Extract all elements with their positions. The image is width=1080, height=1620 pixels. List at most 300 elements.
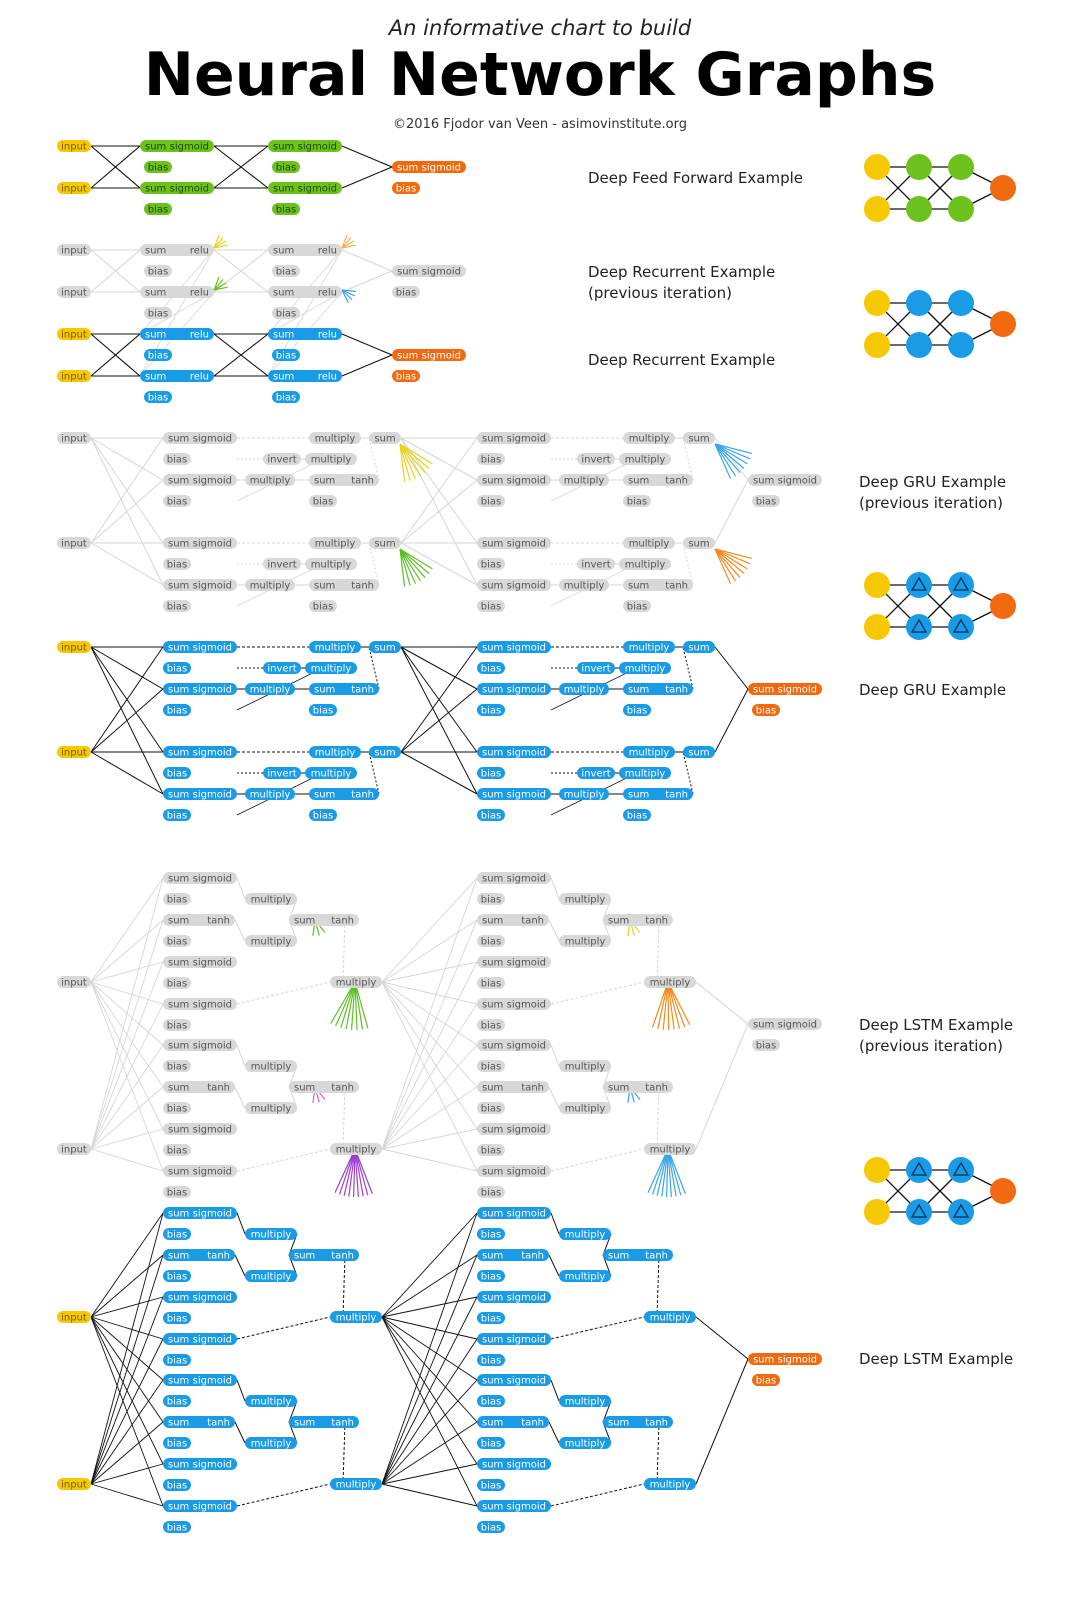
node-label: tanh [331, 915, 354, 927]
connection-line [382, 982, 477, 1129]
connection-line [237, 1045, 245, 1066]
connection-line [235, 1255, 245, 1276]
node-label: bias [166, 1438, 188, 1450]
node-label: bias [480, 1480, 502, 1492]
sum-tanh-node [623, 474, 693, 487]
node-label: sigmoid [506, 684, 546, 696]
node-label: sigmoid [777, 1354, 817, 1366]
node-label: multiply [249, 789, 291, 801]
node-label: sum [628, 475, 650, 487]
node-label: sum [482, 1166, 504, 1178]
node-label: sum [482, 1292, 504, 1304]
input-node [57, 140, 91, 153]
fan-line [652, 1149, 668, 1194]
node-label: sum [608, 1082, 630, 1094]
node-label: sum [145, 287, 167, 299]
sum-node [369, 432, 401, 445]
connection-line [382, 982, 477, 1171]
sum-sigmoid-node [268, 140, 342, 153]
node-label: sum [145, 141, 167, 153]
node-label: bias [480, 768, 502, 780]
bias-node [272, 265, 300, 278]
input-node [57, 432, 91, 445]
bias-node [144, 161, 172, 174]
node-label: multiply [649, 977, 691, 989]
node-label: sum [273, 287, 295, 299]
sum-sigmoid-node [163, 956, 237, 969]
gru-icon [864, 572, 1016, 640]
sum-sigmoid-node [140, 182, 214, 195]
connection-line [382, 1129, 477, 1149]
node-label: sum [482, 873, 504, 885]
connection-line [91, 1297, 163, 1317]
recurrent-fan [648, 1149, 685, 1197]
node-label: multiply [564, 936, 606, 948]
bias-node [477, 1312, 505, 1325]
sum-tanh-node [289, 1081, 359, 1094]
input-node [57, 370, 91, 383]
node-label: tanh [331, 1250, 354, 1262]
node-label: tanh [521, 1082, 544, 1094]
connection-line [382, 982, 477, 1087]
bias-node [163, 977, 191, 990]
invert-node [577, 767, 615, 780]
connection-line [91, 982, 163, 1171]
invert-node [263, 662, 301, 675]
node-label: sum [628, 684, 650, 696]
sum-tanh-node [603, 1416, 673, 1429]
node-label: sum [273, 141, 295, 153]
subtitle: An informative chart to build [388, 16, 692, 40]
connection-line [237, 1380, 245, 1401]
connection-line [696, 1359, 748, 1484]
node-label: sum [168, 433, 190, 445]
invert-node [577, 453, 615, 466]
invert-node [577, 558, 615, 571]
node-label: bias [480, 1020, 502, 1032]
node-label: multiply [624, 663, 666, 675]
node-label: bias [312, 496, 334, 508]
node-label: bias [166, 768, 188, 780]
node-label: bias [166, 1061, 188, 1073]
node-label: sigmoid [506, 475, 546, 487]
credit: ©2016 Fjodor van Veen - asimovinstitute.org [393, 117, 687, 132]
node-label: sum [168, 957, 190, 969]
node-label: sigmoid [777, 684, 817, 696]
connection-line [382, 1045, 477, 1149]
multiply-node [245, 1437, 297, 1450]
connection-line [551, 1484, 644, 1506]
connection-line [237, 1149, 330, 1171]
node-label: bias [312, 601, 334, 613]
node-label: bias [480, 1145, 502, 1157]
node-label: multiply [250, 1061, 292, 1073]
connection-line [91, 962, 163, 982]
node-label: sum [482, 475, 504, 487]
node-label: bias [480, 1396, 502, 1408]
node-label: bias [275, 350, 297, 362]
node-label: sum [168, 789, 190, 801]
node-label: sum [168, 1166, 190, 1178]
bias-node [272, 349, 300, 362]
sum-sigmoid-node [163, 579, 237, 592]
multiply-node [559, 1437, 611, 1450]
multiply-node [623, 432, 675, 445]
output-cell-icon [990, 593, 1016, 619]
bias-node [163, 1521, 191, 1534]
connection-line [715, 689, 748, 752]
node-label: multiply [628, 433, 670, 445]
node-label: sigmoid [506, 747, 546, 759]
sum-sigmoid-node [163, 1458, 237, 1471]
sum-tanh-node [163, 1081, 235, 1094]
node-label: bias [275, 162, 297, 174]
node-label: sum [273, 183, 295, 195]
connection-line [551, 982, 644, 1004]
node-label: multiply [628, 747, 670, 759]
connection-line [551, 1380, 559, 1401]
recurrent-fan [652, 982, 689, 1030]
recurrent-fan [342, 290, 356, 302]
section-label-dff: Deep Feed Forward Example [588, 169, 804, 187]
node-label: sum [145, 371, 167, 383]
input-node [57, 286, 91, 299]
hidden-cell-icon [948, 1199, 974, 1225]
node-label: sum [608, 1250, 630, 1262]
section-label-lstm_prev: Deep LSTM Example [859, 1016, 1014, 1034]
node-label: tanh [645, 1082, 668, 1094]
node-label: sigmoid [192, 747, 232, 759]
sum-sigmoid-node [163, 1165, 237, 1178]
node-label: sum [482, 747, 504, 759]
node-label: bias [755, 1040, 777, 1052]
bias-node [144, 203, 172, 216]
bias-node [477, 1270, 505, 1283]
recurrent-fan [342, 235, 356, 248]
connection-line [237, 1317, 330, 1339]
bias-node [309, 809, 337, 822]
node-label: multiply [310, 454, 352, 466]
bias-node [477, 935, 505, 948]
sum-tanh-node [289, 1416, 359, 1429]
node-label: multiply [314, 642, 356, 654]
node-label: sum [168, 1334, 190, 1346]
node-label: multiply [250, 936, 292, 948]
bias-node [163, 1479, 191, 1492]
node-label: bias [480, 705, 502, 717]
node-label: sigmoid [192, 1040, 232, 1052]
bias-node [477, 1521, 505, 1534]
connection-line [235, 920, 245, 941]
connection-line [549, 920, 559, 941]
node-label: invert [581, 559, 611, 571]
connection-line [657, 1422, 659, 1484]
node-label: multiply [314, 538, 356, 550]
connection-line [382, 1149, 477, 1171]
sum-sigmoid-node [163, 1374, 237, 1387]
node-label: sum [294, 1417, 316, 1429]
bias-node [163, 704, 191, 717]
node-label: sum [168, 1292, 190, 1304]
node-label: sum [688, 747, 710, 759]
sum-sigmoid-node [163, 1123, 237, 1136]
bias-node [272, 307, 300, 320]
node-label: multiply [250, 1103, 292, 1115]
bias-node [309, 704, 337, 717]
node-label: multiply [564, 1229, 606, 1241]
fan-line [715, 444, 740, 473]
sum-tanh-node [309, 474, 379, 487]
node-label: tanh [645, 1250, 668, 1262]
sum-sigmoid-node [163, 474, 237, 487]
node-label: bias [166, 601, 188, 613]
node-label: sigmoid [777, 1019, 817, 1031]
bias-node [477, 1479, 505, 1492]
node-label: multiply [310, 768, 352, 780]
node-label: sum [482, 1417, 504, 1429]
node-label: bias [480, 663, 502, 675]
fan-line [668, 982, 669, 1030]
multiply-node [305, 558, 357, 571]
bias-node [144, 265, 172, 278]
node-label: sum [168, 580, 190, 592]
node-label: bias [166, 1313, 188, 1325]
rnn-icon [864, 290, 1016, 358]
node-label: sigmoid [192, 1501, 232, 1513]
sum-sigmoid-node [392, 265, 466, 278]
node-label: relu [317, 245, 337, 257]
node-label: sum [753, 1019, 775, 1031]
connection-line [382, 878, 477, 982]
node-label: sum [314, 789, 336, 801]
bias-node [477, 977, 505, 990]
sum-sigmoid-node [163, 1500, 237, 1513]
fan-line [400, 549, 429, 573]
node-label: bias [166, 496, 188, 508]
node-label: input [61, 245, 87, 257]
node-label: sigmoid [192, 1375, 232, 1387]
multiply-node [305, 453, 357, 466]
hidden-cell-icon [948, 196, 974, 222]
node-label: input [61, 1312, 87, 1324]
node-label: multiply [310, 559, 352, 571]
node-label: bias [626, 496, 648, 508]
node-label: multiply [563, 475, 605, 487]
node-label: sigmoid [192, 642, 232, 654]
node-label: sum [688, 433, 710, 445]
node-label: bias [147, 308, 169, 320]
node-label: bias [166, 1396, 188, 1408]
bias-node [623, 495, 651, 508]
bias-node [477, 558, 505, 571]
sum-tanh-node [477, 1416, 549, 1429]
multiply-node [245, 1102, 297, 1115]
node-label: input [61, 183, 87, 195]
connection-line [401, 689, 477, 752]
sum-sigmoid-node [477, 432, 551, 445]
node-label: sigmoid [192, 1292, 232, 1304]
node-label: input [61, 329, 87, 341]
sum-sigmoid-node [163, 537, 237, 550]
multiply-node [559, 474, 609, 487]
output-node [392, 161, 466, 174]
sum-sigmoid-node [477, 641, 551, 654]
node-label: sigmoid [506, 1501, 546, 1513]
sum-relu-node [140, 286, 214, 299]
node-label: tanh [207, 1082, 230, 1094]
sum-tanh-node [603, 914, 673, 927]
connection-line [382, 1484, 477, 1506]
node-label: sigmoid [421, 266, 461, 278]
sum-tanh-node [289, 914, 359, 927]
connection-line [549, 1087, 559, 1108]
bias-node [477, 662, 505, 675]
sum-sigmoid-node [163, 788, 237, 801]
node-label: invert [267, 768, 297, 780]
node-label: bias [312, 705, 334, 717]
node-label: sigmoid [192, 1166, 232, 1178]
connection-line [551, 1149, 644, 1171]
sum-sigmoid-node [477, 1123, 551, 1136]
bias-node [309, 495, 337, 508]
connection-line [91, 878, 163, 982]
node-label: input [61, 747, 87, 759]
bias-node [163, 1437, 191, 1450]
node-label: bias [480, 1438, 502, 1450]
node-label: bias [395, 183, 417, 195]
node-label: bias [166, 1522, 188, 1534]
node-label: sigmoid [506, 1208, 546, 1220]
input-cell-icon [864, 1157, 890, 1183]
bias-node [477, 1186, 505, 1199]
node-label: bias [755, 1375, 777, 1387]
connection-line [551, 1317, 644, 1339]
sum-sigmoid-node [477, 1165, 551, 1178]
sum-sigmoid-node [163, 1333, 237, 1346]
node-label: multiply [249, 580, 291, 592]
sum-sigmoid-node [163, 1291, 237, 1304]
connection-line [715, 438, 748, 480]
multiply-node [245, 1270, 297, 1283]
bias-node [144, 391, 172, 404]
multiply-node [330, 1311, 382, 1324]
node-label: bias [480, 978, 502, 990]
sum-sigmoid-node [477, 1500, 551, 1513]
sum-tanh-node [289, 1249, 359, 1262]
connection-line [343, 1087, 345, 1149]
sum-tanh-node [603, 1249, 673, 1262]
multiply-node [245, 579, 295, 592]
recurrent-fan [715, 549, 752, 584]
connection-line [382, 920, 477, 982]
node-label: bias [166, 705, 188, 717]
section-label-gru_prev: (previous iteration) [859, 494, 1003, 512]
node-label: sigmoid [506, 789, 546, 801]
node-label: sigmoid [192, 789, 232, 801]
multiply-node [245, 1395, 297, 1408]
node-label: sum [168, 747, 190, 759]
node-label: input [61, 433, 87, 445]
connection-line [715, 480, 748, 543]
multiply-node [559, 579, 609, 592]
node-label: sum [482, 789, 504, 801]
node-label: bias [147, 266, 169, 278]
multiply-node [245, 683, 295, 696]
connection-line [382, 962, 477, 982]
node-label: input [61, 642, 87, 654]
node-label: multiply [564, 1271, 606, 1283]
node-label: sum [628, 580, 650, 592]
multiply-node [245, 474, 295, 487]
node-label: multiply [563, 580, 605, 592]
bias-node [752, 1039, 780, 1052]
node-label: sum [168, 1082, 190, 1094]
node-label: sum [397, 162, 419, 174]
sum-sigmoid-node [477, 474, 551, 487]
multiply-node [330, 1143, 382, 1156]
hidden-cell-icon [906, 332, 932, 358]
lstm-icon [864, 1157, 1016, 1225]
node-label: sum [374, 747, 396, 759]
node-label: sum [482, 1082, 504, 1094]
sum-tanh-node [309, 579, 379, 592]
node-label: sigmoid [192, 433, 232, 445]
node-label: sigmoid [297, 141, 337, 153]
node-label: relu [189, 329, 209, 341]
connection-line [382, 1255, 477, 1317]
bias-node [477, 809, 505, 822]
node-label: sigmoid [192, 1124, 232, 1136]
multiply-node [619, 662, 671, 675]
node-label: sigmoid [506, 1459, 546, 1471]
node-label: bias [755, 496, 777, 508]
section-label-gru: Deep GRU Example [859, 681, 1007, 699]
multiply-node [644, 1311, 696, 1324]
sum-relu-node [268, 328, 342, 341]
bias-node [163, 935, 191, 948]
sum-tanh-node [309, 788, 379, 801]
connection-line [237, 1213, 245, 1234]
node-label: sigmoid [297, 183, 337, 195]
node-label: invert [267, 559, 297, 571]
connection-line [343, 1255, 345, 1317]
node-label: sum [374, 642, 396, 654]
multiply-node [309, 641, 361, 654]
bias-node [477, 1228, 505, 1241]
sum-sigmoid-node [163, 641, 237, 654]
sum-tanh-node [477, 1249, 549, 1262]
connection-line [382, 1422, 477, 1484]
section-label-lstm: Deep LSTM Example [859, 1350, 1014, 1368]
sum-sigmoid-node [477, 683, 551, 696]
bias-node [163, 1395, 191, 1408]
node-label: tanh [645, 915, 668, 927]
multiply-node [309, 746, 361, 759]
node-label: multiply [314, 747, 356, 759]
sum-sigmoid-node [748, 1018, 822, 1031]
node-label: multiply [624, 454, 666, 466]
sum-sigmoid-node [477, 537, 551, 550]
recurrent-fan [400, 549, 432, 587]
node-label: sum [273, 245, 295, 257]
node-label: sum [168, 1417, 190, 1429]
node-label: bias [395, 371, 417, 383]
node-label: multiply [564, 1103, 606, 1115]
node-label: multiply [649, 1479, 691, 1491]
connection-line [382, 982, 477, 1004]
connection-line [343, 1422, 345, 1484]
node-label: bias [166, 1145, 188, 1157]
